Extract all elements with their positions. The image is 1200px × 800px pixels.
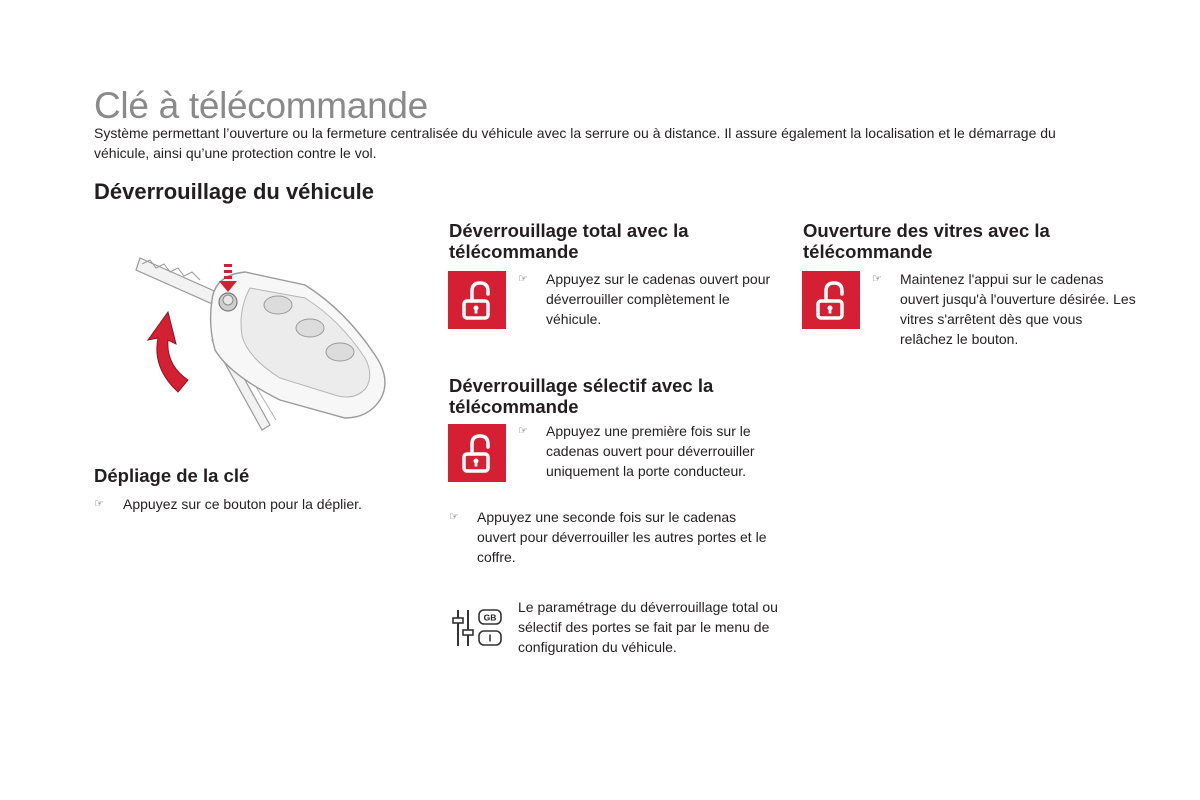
- settings-note-text: Le paramétrage du déverrouillage total ou sélectif des portes se fait par le menu de configuration du véhicule.: [518, 599, 778, 655]
- key-unfold-heading: Dépliage de la clé: [94, 465, 250, 486]
- settings-sliders-icon: [450, 606, 504, 650]
- bullet-icon: ☞: [518, 424, 528, 437]
- bullet-icon: ☞: [872, 272, 882, 285]
- bullet-icon: ☞: [449, 510, 459, 523]
- gb-badge-label: GB: [483, 612, 497, 623]
- key-fold-illustration: [130, 240, 410, 440]
- bullet-icon: ☞: [518, 272, 528, 285]
- page-title: Clé à télécommande: [94, 85, 428, 126]
- bullet-text: Maintenez l'appui sur le cadenas ouvert jusqu'à l'ouverture désirée. Les vitres s'arrêtent dès que vous relâchez le bouton.: [900, 271, 1136, 347]
- bullet-icon: ☞: [94, 497, 104, 510]
- bullet-text: Appuyez sur le cadenas ouvert pour déverrouiller complètement le véhicule.: [546, 271, 771, 327]
- bullet-text: Appuyez une seconde fois sur le cadenas ouvert pour déverrouiller les autres portes et le coffre.: [477, 509, 767, 565]
- intro-text: Système permettant l’ouverture ou la fermeture centralisée du véhicule avec la serrure ou à distance. Il assure également la localisation et le démarrage du véhicule, ainsi qu’une protection contre le vol.: [94, 125, 1056, 161]
- i-badge-label: I: [488, 633, 492, 645]
- bullet-text: Appuyez une première fois sur le cadenas ouvert pour déverrouiller uniquement la porte conducteur.: [546, 423, 755, 479]
- selective-unlock-heading: Déverrouillage sélectif avec la télécommande: [449, 375, 714, 417]
- windows-opening-heading: Ouverture des vitres avec la télécommande: [803, 220, 1050, 262]
- unlocked-padlock-icon: [802, 271, 860, 329]
- section-heading: Déverrouillage du véhicule: [94, 179, 374, 204]
- unlocked-padlock-icon: [448, 424, 506, 482]
- bullet-text: Appuyez sur ce bouton pour la déplier.: [123, 496, 362, 512]
- unlocked-padlock-icon: [448, 271, 506, 329]
- total-unlock-heading: Déverrouillage total avec la télécommande: [449, 220, 689, 262]
